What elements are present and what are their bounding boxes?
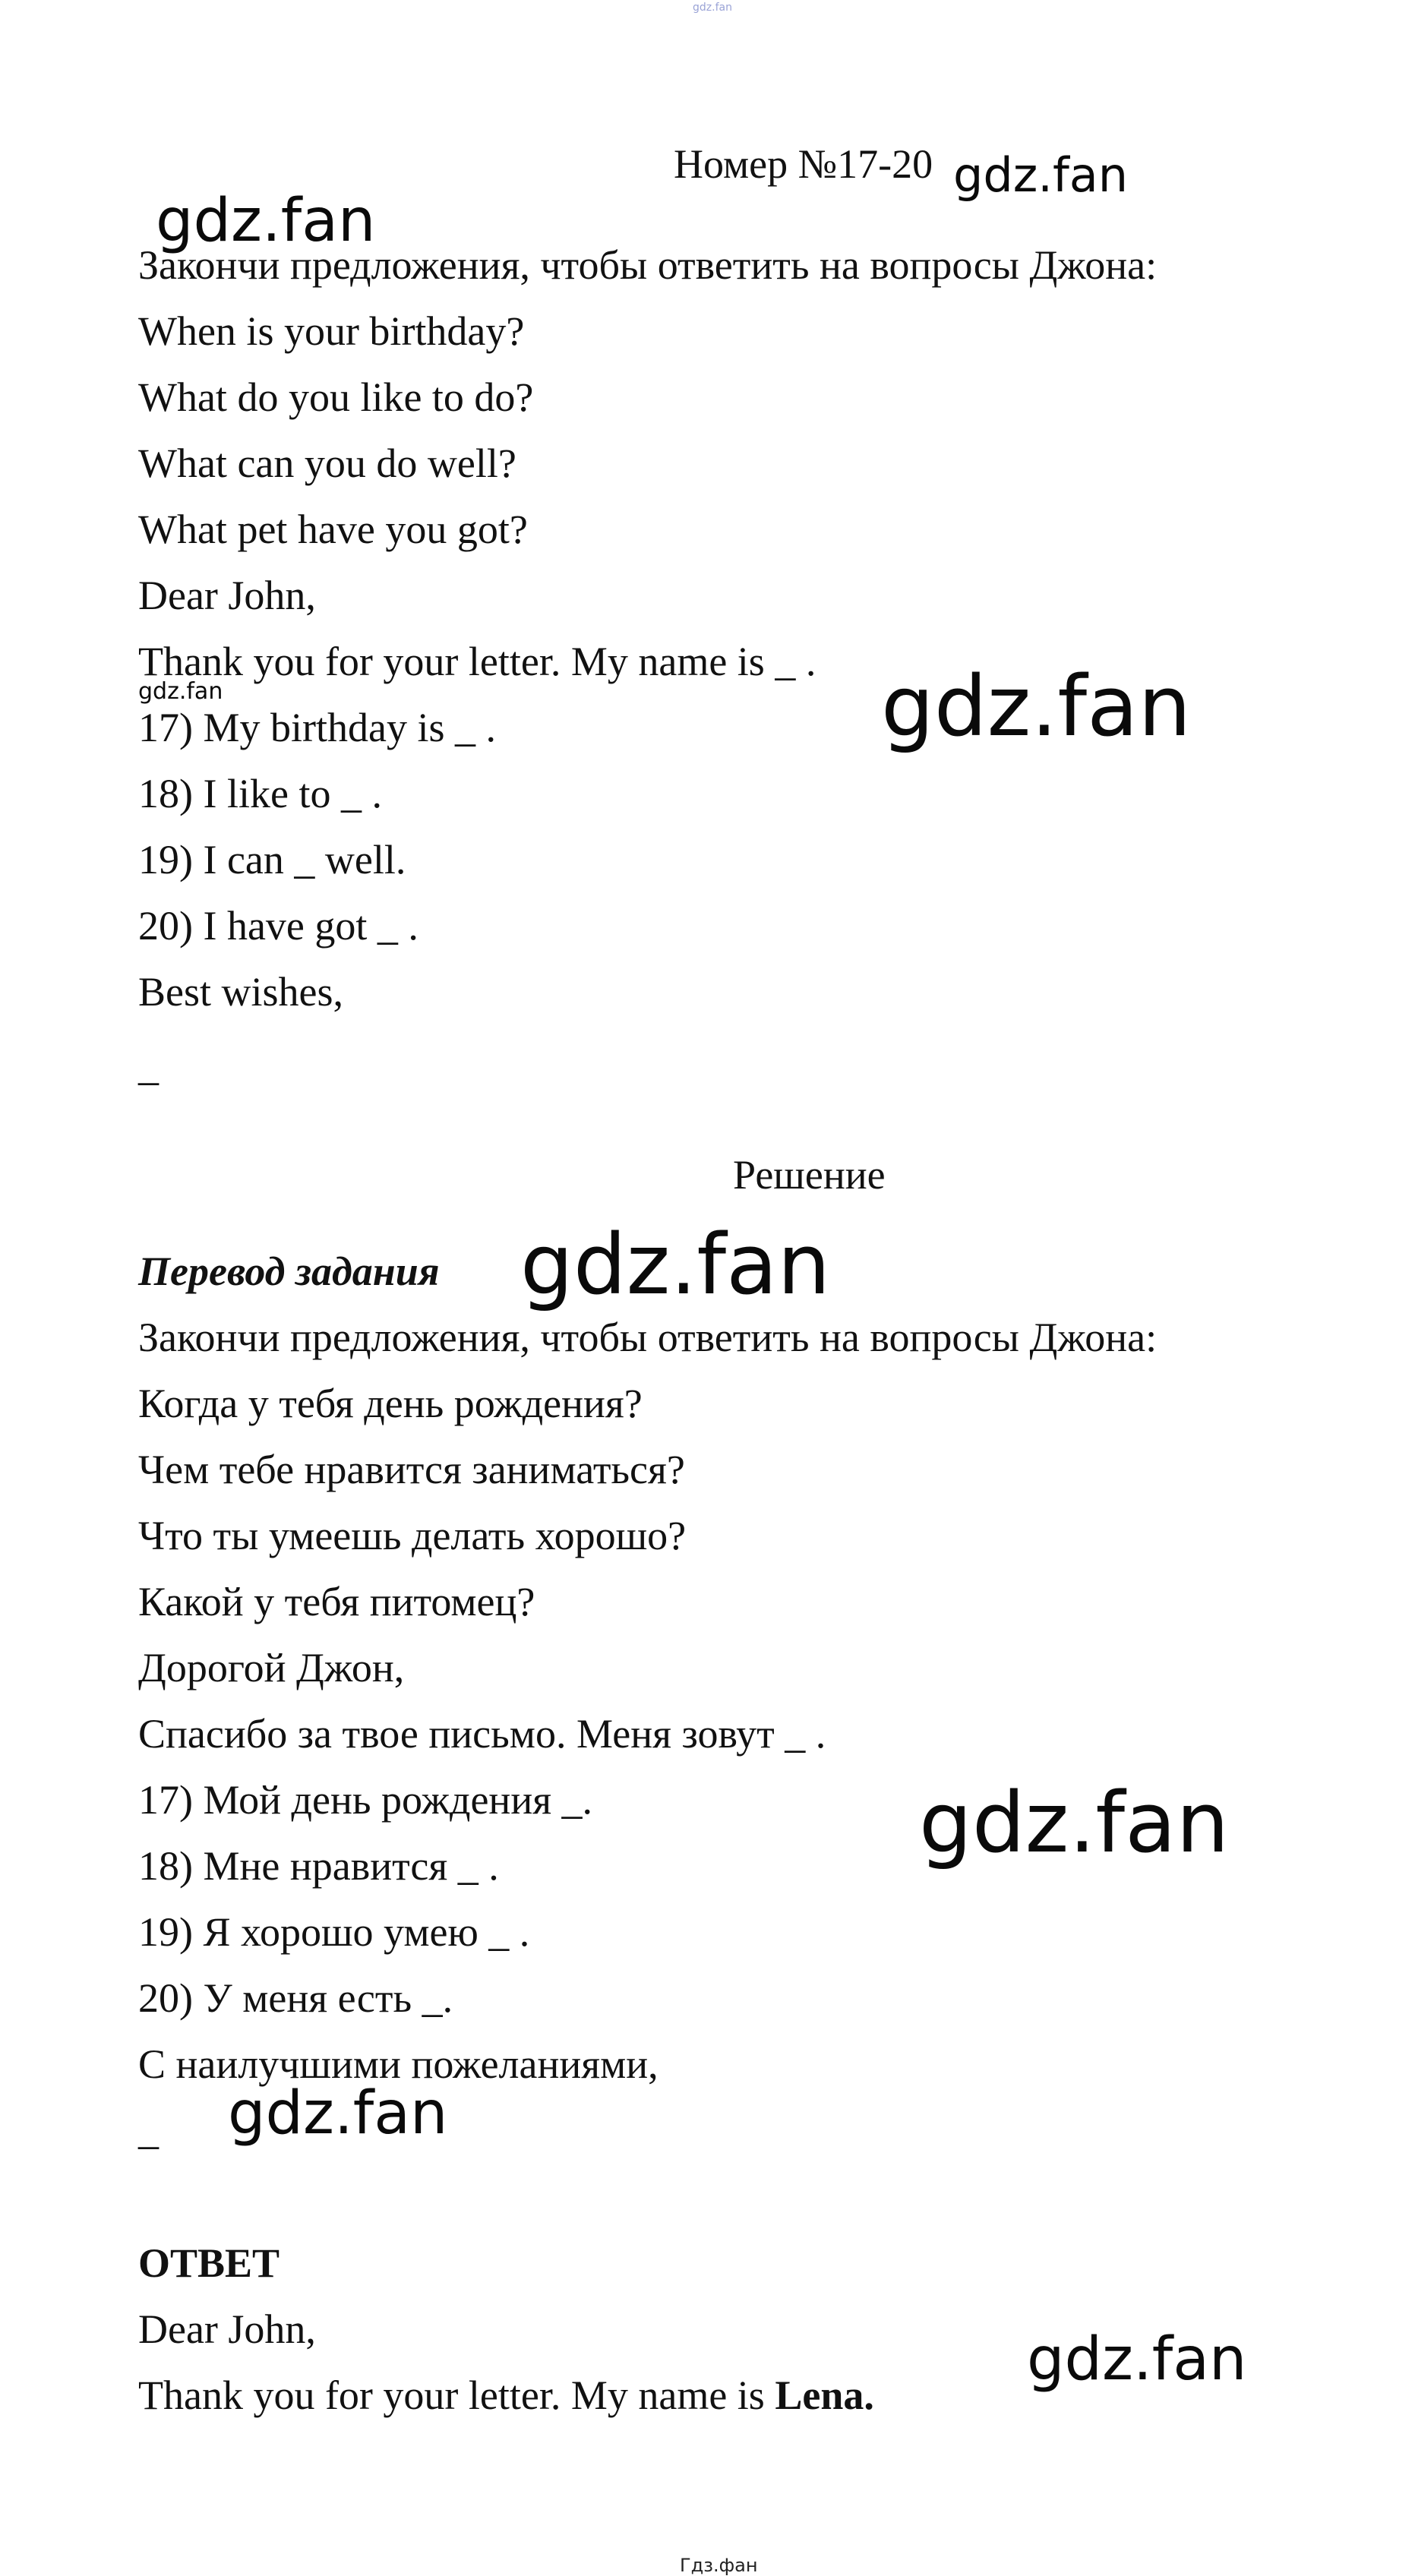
translation-item: 19) Я хорошо умею _ . xyxy=(138,1909,530,1955)
translation-question: Чем тебе нравится заниматься? xyxy=(138,1447,685,1492)
watermark: gdz.fan xyxy=(919,1774,1230,1871)
task-question: When is your birthday? xyxy=(138,308,525,354)
translation-item: 17) Мой день рождения _. xyxy=(138,1777,593,1823)
watermark: gdz.fan xyxy=(520,1216,831,1313)
answer-name: Lena. xyxy=(775,2372,874,2418)
translation-item: 18) Мне нравится _ . xyxy=(138,1843,499,1889)
answer-greeting: Dear John, xyxy=(138,2306,316,2352)
task-question: What can you do well? xyxy=(138,440,516,486)
task-signature: _ xyxy=(138,1043,159,1089)
translation-intro: Спасибо за твое письмо. Меня зовут _ . xyxy=(138,1711,826,1757)
watermark: gdz.fan xyxy=(881,658,1192,755)
task-item: 17) My birthday is _ . xyxy=(138,705,496,750)
watermark: gdz.fan xyxy=(1027,2325,1247,2394)
task-intro: Thank you for your letter. My name is _ . xyxy=(138,639,816,684)
translation-question: Что ты умеешь делать хорошо? xyxy=(138,1513,687,1558)
task-item: 19) I can _ well. xyxy=(138,837,406,882)
translation-item: 20) У меня есть _. xyxy=(138,1975,453,2021)
watermark: gdz.fan xyxy=(953,147,1129,203)
watermark: gdz.fan xyxy=(228,2079,448,2148)
translation-signature: _ xyxy=(138,2107,159,2153)
translation-greeting: Дорогой Джон, xyxy=(138,1645,405,1690)
answer-heading: ОТВЕТ xyxy=(138,2240,280,2286)
answer-intro xyxy=(138,2372,874,2418)
answer-intro-text: Thank you for your letter. My name is xyxy=(138,2372,775,2418)
translation-question: Какой у тебя питомец? xyxy=(138,1579,535,1624)
top-watermark: gdz.fan xyxy=(693,2,732,14)
watermark: gdz.fan xyxy=(138,678,223,705)
task-question: What pet have you got? xyxy=(138,507,528,552)
task-instruction: Закончи предложения, чтобы ответить на вопросы Джона: xyxy=(138,242,1158,288)
page-title: Номер №17-20 xyxy=(674,141,933,187)
watermark: gdz.fan xyxy=(156,187,376,255)
task-item: 18) I like to _ . xyxy=(138,771,382,816)
translation-question: Когда у тебя день рождения? xyxy=(138,1381,643,1426)
translation-heading: Перевод задания xyxy=(138,1249,440,1294)
translation-closing: С наилучшими пожеланиями, xyxy=(138,2041,659,2087)
task-closing: Best wishes, xyxy=(138,969,343,1015)
task-item: 20) I have got _ . xyxy=(138,903,418,949)
task-greeting: Dear John, xyxy=(138,573,316,618)
footer-label: Гдз.фан xyxy=(680,2555,758,2576)
solution-title: Решение xyxy=(733,1152,886,1198)
task-question: What do you like to do? xyxy=(138,374,534,420)
translation-instruction: Закончи предложения, чтобы ответить на вопросы Джона: xyxy=(138,1315,1158,1360)
